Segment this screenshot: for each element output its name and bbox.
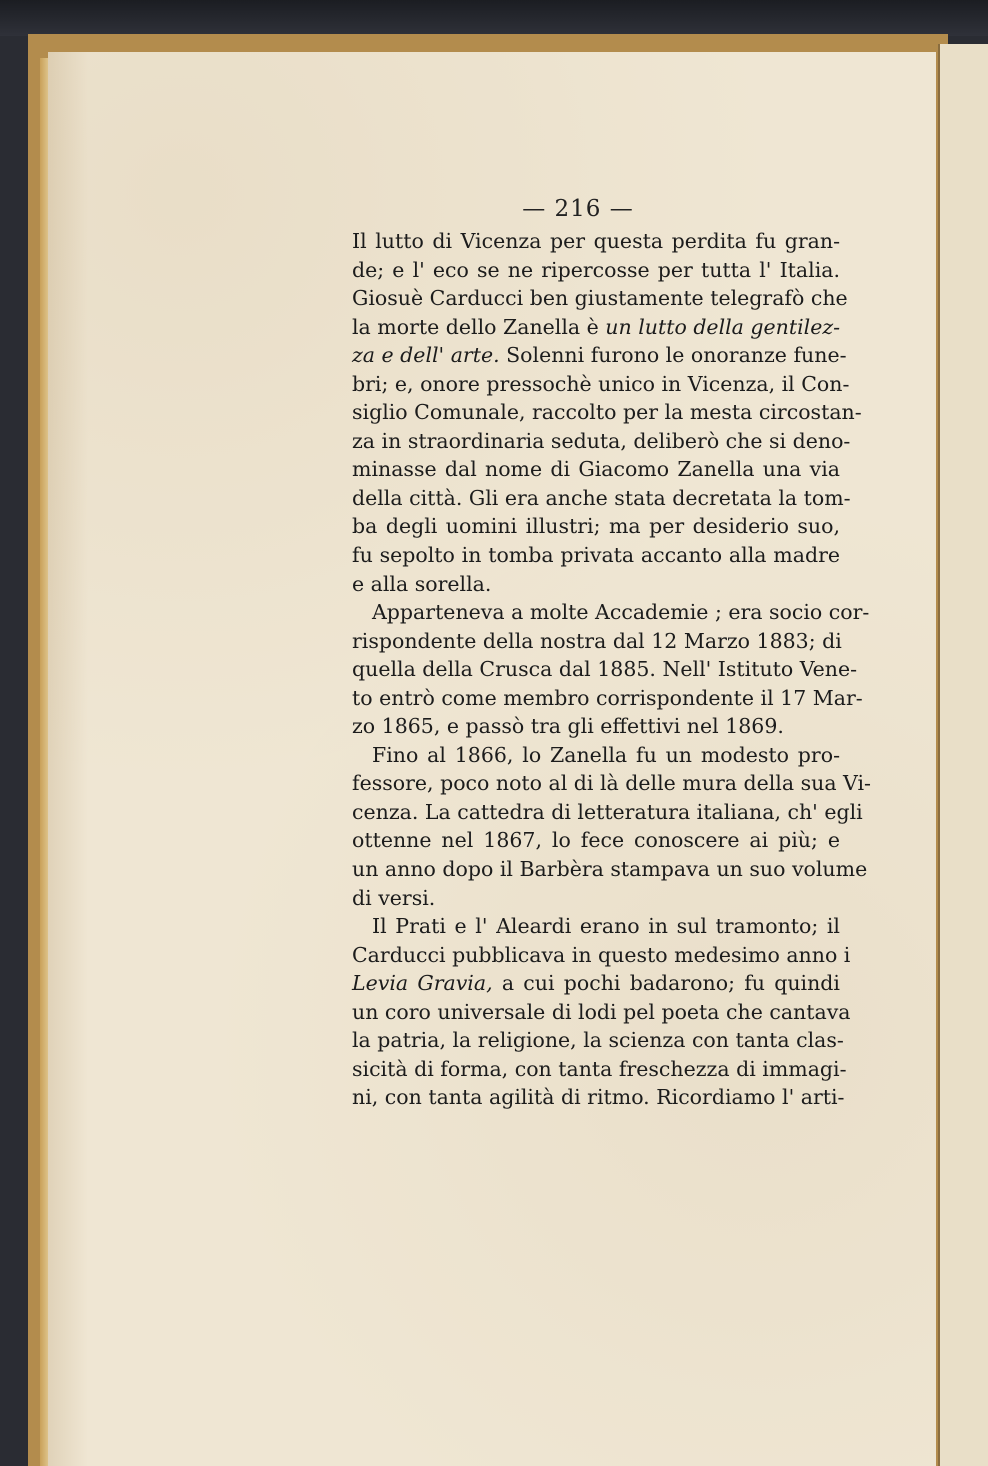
text-line: ba degli uomini illustri; ma per desiderio suo, xyxy=(352,514,840,539)
text-line: zo 1865, e passò tra gli effettivi nel 1869. xyxy=(352,714,784,739)
text-line xyxy=(352,341,847,370)
text-line: Il Prati e l' Aleardi erano in sul tramonto; il xyxy=(372,914,840,939)
page-number: — 216 — xyxy=(522,196,634,222)
text-line: rispondente della nostra dal 12 Marzo 1883; di xyxy=(352,628,842,653)
text-line: za in straordinaria seduta, deliberò che si deno- xyxy=(352,428,851,453)
text-line: la patria, la religione, la scienza con tanta clas- xyxy=(352,1028,844,1053)
text-line: Giosuè Carducci ben giustamente telegrafò che xyxy=(352,286,848,311)
text-line: ottenne nel 1867, lo fece conoscere ai più; e xyxy=(352,828,840,853)
text-line: minasse dal nome di Giacomo Zanella una via xyxy=(352,457,840,482)
text-line: della città. Gli era anche stata decretata la tom- xyxy=(352,485,851,510)
text-run: Solenni furono le onoranze fune- xyxy=(499,343,847,368)
text-line: Il lutto di Vicenza per questa perdita fu gran- xyxy=(352,229,840,253)
text-line: quella della Crusca dal 1885. Nell' Istituto Vene- xyxy=(352,657,858,682)
paragraph xyxy=(352,598,870,741)
text-run: la morte dello Zanella è xyxy=(352,314,606,339)
italic-text: un lutto della gentilez- xyxy=(605,314,841,339)
text-line: fessore, poco noto al di là delle mura della sua Vi- xyxy=(352,771,871,796)
text-line: un coro universale di lodi pel poeta che cantava xyxy=(352,999,851,1024)
text-line: bri; e, onore pressochè unico in Vicenza, il Con- xyxy=(352,371,850,396)
italic-text: Levia Gravia, xyxy=(352,971,493,996)
text-line: siglio Comunale, raccolto per la mesta circostan- xyxy=(352,400,862,425)
text-line: to entrò come membro corrispondente il 17 Mar- xyxy=(352,685,863,710)
text-line xyxy=(352,969,840,998)
paragraph xyxy=(352,912,851,1112)
text-line: Carducci pubblicava in questo medesimo anno i xyxy=(352,942,851,967)
text-line: cenza. La cattedra di letteratura italiana, ch' egli xyxy=(352,799,863,824)
paragraph xyxy=(352,741,871,912)
text-line: fu sepolto in tomba privata accanto alla madre xyxy=(352,543,840,568)
text-line: di versi. xyxy=(352,885,436,910)
text-line: de; e l' eco se ne ripercosse per tutta l' Italia. xyxy=(352,257,840,282)
text-line: sicità di forma, con tanta freschezza di immagi- xyxy=(352,1056,847,1081)
text-line: Apparteneva a molte Accademie ; era socio cor- xyxy=(372,600,870,625)
body-text xyxy=(352,227,871,1112)
text-line xyxy=(352,313,840,342)
text-line: Fino al 1866, lo Zanella fu un modesto pro- xyxy=(372,742,840,767)
next-page-edge xyxy=(938,44,988,1466)
text-line: e alla sorella. xyxy=(352,571,492,596)
text-line: ni, con tanta agilità di ritmo. Ricordiamo l' arti- xyxy=(352,1085,845,1110)
text-run: a cui pochi badarono; fu quindi xyxy=(492,971,840,996)
text-line: un anno dopo il Barbèra stampava un suo volume xyxy=(352,857,868,882)
italic-text: za e dell' arte. xyxy=(352,343,500,368)
paragraph xyxy=(352,227,862,598)
scan-background xyxy=(0,0,988,36)
